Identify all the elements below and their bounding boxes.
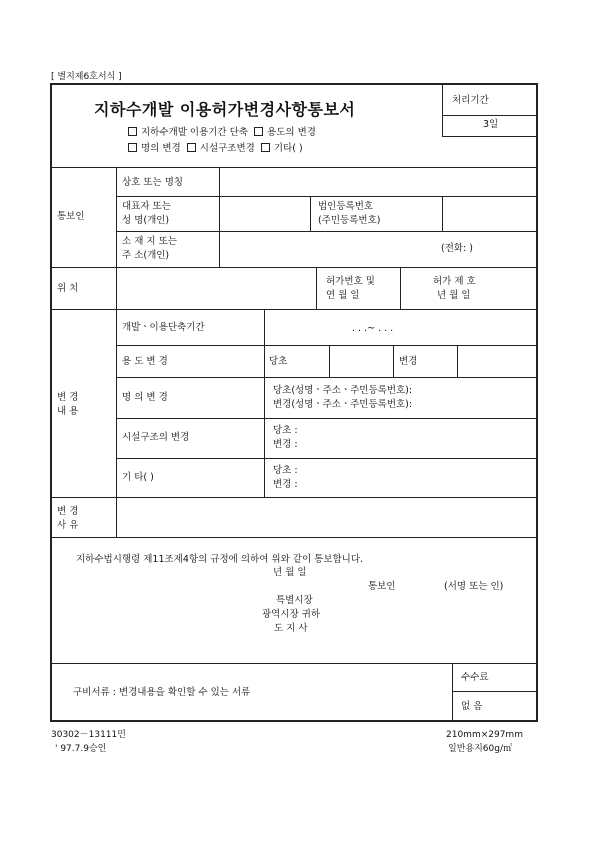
structure-before-label[interactable]: 당초 : [273,425,298,436]
location-label: 위 치 [57,283,79,294]
representative-label-2: 성 명(개인) [122,215,170,226]
name-after-label[interactable]: 변경(성명ㆍ주소ㆍ주민등록번호): [273,399,413,410]
period-value[interactable]: . . .~ . . . [352,323,394,334]
checkbox-icon[interactable] [254,127,263,136]
addressee-1: 특별시장 [276,595,313,606]
notifier-section-label: 통보인 [57,211,85,222]
usage-before-label: 당초 [269,356,288,367]
permit-number-value-2: 년 월 일 [437,290,471,301]
phone-label: (전화: ) [441,243,473,254]
corp-number-field[interactable] [444,198,534,230]
structure-after-label[interactable]: 변경 : [273,439,298,450]
permit-number-label-2: 연 월 일 [326,290,360,301]
usage-before-field[interactable] [331,347,392,376]
name-before-label[interactable]: 당초(성명ㆍ주소ㆍ주민등록번호): [273,385,413,396]
frame-right [536,83,538,722]
processing-period-label: 처리기간 [452,95,489,106]
checkbox-icon[interactable] [128,127,137,136]
paper-type: 일반용지60g/㎡ [448,744,512,754]
company-field[interactable] [221,169,534,195]
other-change-label: 기 타( ) [122,472,154,483]
required-docs: 구비서류 : 변경내용을 확인할 수 있는 서류 [73,687,251,698]
reason-label-1: 변 경 [57,506,79,517]
permit-number-value-1: 허가 제 호 [433,276,476,287]
usage-change-label: 용 도 변 경 [122,356,168,367]
approval-date: ' 97.7.9승인 [55,744,107,754]
option-period-reduction: 지하수개발 이용기간 단축 [141,127,248,138]
usage-after-field[interactable] [459,347,534,376]
changes-section-label-1: 변 경 [57,392,79,403]
reason-field[interactable] [118,499,534,536]
checkbox-icon[interactable] [128,143,137,152]
processing-period-value: 3일 [483,119,499,130]
address-label-1: 소 재 지 또는 [122,236,177,247]
frame-top [50,83,538,85]
reason-label-2: 사 유 [57,520,79,531]
signer-label: 통보인 [368,581,396,592]
statement-date[interactable]: 년 월 일 [273,567,307,578]
form-reference: [ 별지제6호서식 ] [51,72,122,82]
option-structure-change: 시설구조변경 [199,143,255,154]
option-row-2 [128,143,303,155]
form-title: 지하수개발 이용허가변경사항통보서 [94,100,356,119]
frame-bottom [50,720,538,722]
fee-label: 수수료 [461,672,489,683]
checkbox-icon[interactable] [261,143,270,152]
representative-label-1: 대표자 또는 [122,201,171,212]
paper-size: 210mm×297mm [446,730,523,740]
other-before-label[interactable]: 당초 : [273,465,298,476]
permit-number-label-1: 허가번호 및 [326,276,375,287]
structure-change-label: 시설구조의 변경 [122,432,190,443]
usage-after-label: 변경 [399,356,418,367]
address-label-2: 주 소(개인) [122,250,170,261]
form-code: 30302－13111민 [51,730,126,740]
corp-number-label-1: 법인등록번호 [318,201,374,212]
addressee-2: 광역시장 귀하 [262,609,321,620]
corp-number-label-2: (주민등록번호) [318,215,381,226]
addressee-3: 도 지 사 [274,623,308,634]
period-label: 개발ㆍ이용단축기간 [122,322,205,333]
option-name-change: 명의 변경 [141,143,181,154]
option-row-1 [128,127,316,139]
address-field[interactable] [221,233,436,266]
checkbox-icon[interactable] [187,143,196,152]
name-change-label: 명 의 변 경 [122,392,168,403]
changes-section-label-2: 내 용 [57,406,79,417]
option-usage-change: 용도의 변경 [267,127,316,138]
option-other: 기타( ) [273,143,303,154]
statement-text: 지하수법시행령 제11조제4항의 규정에 의하여 위와 같이 통보합니다. [76,554,364,565]
signature-note[interactable]: (서명 또는 인) [444,581,504,592]
frame-left [50,83,52,722]
location-field[interactable] [118,269,314,308]
company-label: 상호 또는 명칭 [122,177,184,188]
fee-value: 없 음 [461,701,483,712]
representative-field[interactable] [221,198,309,230]
other-after-label[interactable]: 변경 : [273,479,298,490]
